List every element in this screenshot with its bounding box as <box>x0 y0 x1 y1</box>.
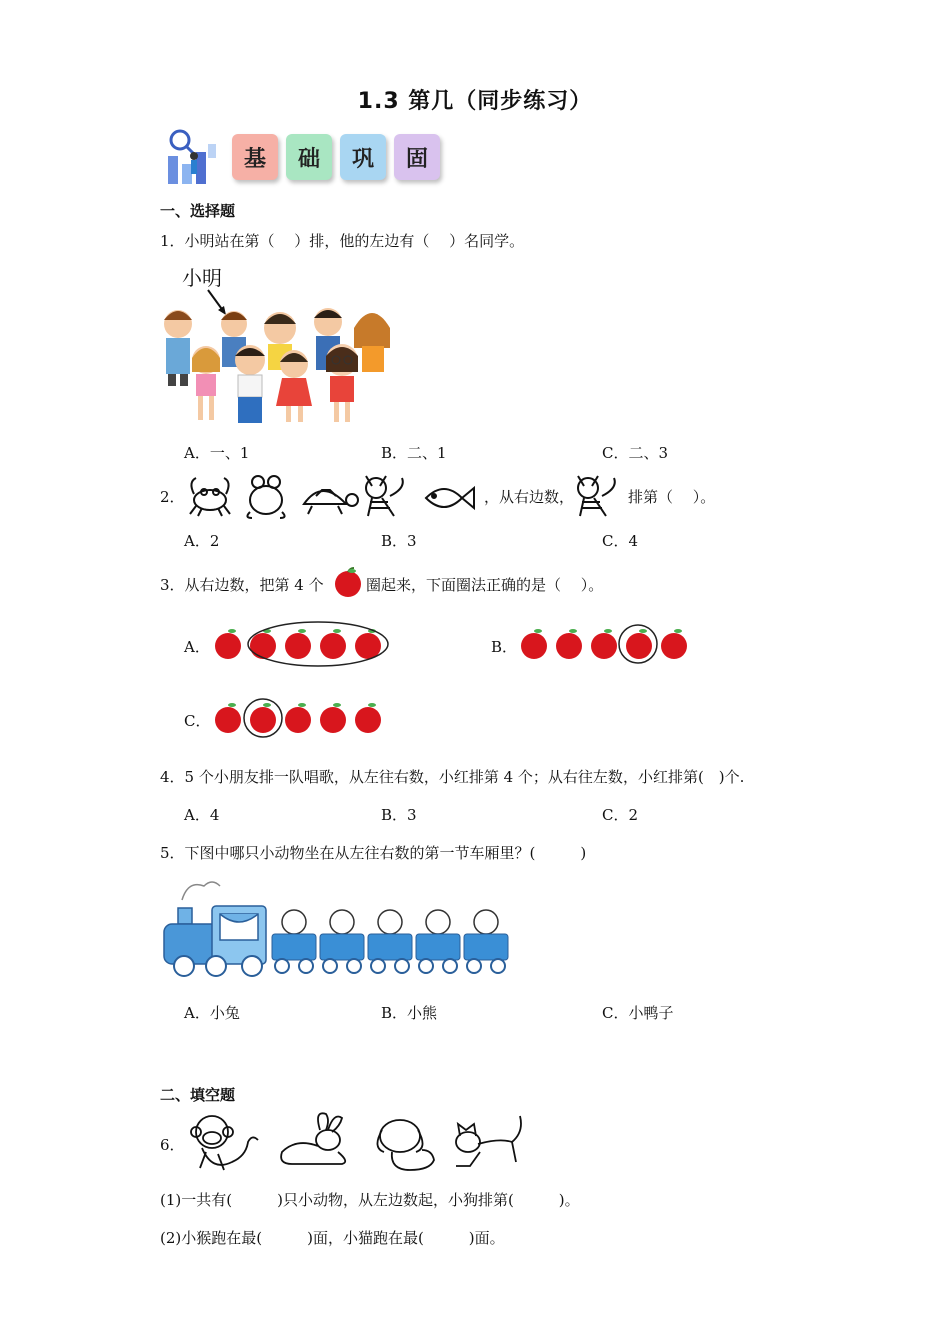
q3-option-c-apples <box>210 692 390 744</box>
apple-icon <box>285 703 311 733</box>
apple-icon <box>250 629 276 659</box>
frog-icon <box>247 476 284 518</box>
monkey-icon <box>191 1116 258 1170</box>
apple-icon <box>215 703 241 733</box>
q4-option-a[interactable]: A．4 <box>184 806 220 824</box>
question-6-number: 6． <box>160 1136 185 1154</box>
q5-option-c[interactable]: C．小鸭子 <box>602 1004 674 1022</box>
q5-option-a[interactable]: A．小兔 <box>184 1004 240 1022</box>
banner-char-3: 巩 <box>340 134 386 180</box>
section-heading-fill: 二、填空题 <box>160 1086 236 1104</box>
q2-option-a[interactable]: A．2 <box>184 532 220 550</box>
banner-char-4: 固 <box>394 134 440 180</box>
question-4-text: 4．5 个小朋友排一队唱歌，从左往右数，小红排第 4 个；从右往左数，小红排第( )个. <box>160 768 745 786</box>
dog-icon <box>377 1120 434 1170</box>
train-engine <box>164 882 266 964</box>
q5-option-b[interactable]: B．小熊 <box>381 1004 438 1022</box>
section-banner <box>158 126 448 190</box>
apple-icon <box>285 629 311 659</box>
train-car-bear <box>464 910 508 973</box>
q1-option-b[interactable]: B．二、1 <box>381 444 447 462</box>
fish-icon <box>426 488 474 508</box>
q2-option-b[interactable]: B．3 <box>381 532 417 550</box>
train-car-panda <box>368 910 412 973</box>
magnifier-chart-icon <box>158 126 222 190</box>
question-3-text-a: 3．从右边数，把第 4 个 <box>160 576 324 594</box>
question-2-number: 2． <box>160 488 185 506</box>
child-figure <box>164 310 192 386</box>
xiaoming-label: 小明 <box>182 266 222 290</box>
q2-target-cat-icon <box>570 472 626 522</box>
q3-option-b-label[interactable]: B． <box>491 638 518 656</box>
question-6-line-1: (1)一共有( )只小动物，从左边数起，小狗排第( )。 <box>160 1191 580 1209</box>
q2-animal-row <box>186 472 476 522</box>
question-6-line-2: (2)小猴跑在最( )面，小猫跑在最( )面。 <box>160 1229 505 1247</box>
q3-option-a-apples <box>210 618 390 670</box>
q3-option-c-label[interactable]: C． <box>184 712 211 730</box>
question-2-text-end: 排第（ ）。 <box>628 488 716 506</box>
q6-running-animals <box>184 1108 534 1176</box>
apple-icon <box>355 703 381 733</box>
banner-char-1: 基 <box>232 134 278 180</box>
apple-icon <box>250 703 276 733</box>
banner-char-2: 础 <box>286 134 332 180</box>
apple-icon <box>521 629 547 659</box>
crab-icon <box>190 478 230 516</box>
apple-icon <box>332 566 364 598</box>
apple-icon <box>355 629 381 659</box>
cat-icon <box>366 476 403 516</box>
children-group-illustration <box>158 284 398 430</box>
apple-icon <box>661 629 687 659</box>
section-heading-choice: 一、选择题 <box>160 202 236 220</box>
q2-option-c[interactable]: C．4 <box>602 532 639 550</box>
q4-option-c[interactable]: C．2 <box>602 806 639 824</box>
question-5-text: 5．下图中哪只小动物坐在从左往右数的第一节车厢里？( ) <box>160 844 587 862</box>
turtle-icon <box>304 490 358 514</box>
q3-option-b-apples <box>516 618 696 670</box>
question-1-text: 1．小明站在第（ ）排，他的左边有（ ）名同学。 <box>160 232 525 250</box>
apple-icon <box>591 629 617 659</box>
q1-option-a[interactable]: A．一、1 <box>184 444 250 462</box>
apple-icon <box>626 629 652 659</box>
train-car-rabbit <box>272 910 316 973</box>
q3-option-a-label[interactable]: A． <box>184 638 210 656</box>
rabbit-icon <box>281 1113 345 1164</box>
cat-run-icon <box>456 1116 521 1166</box>
apple-icon <box>215 629 241 659</box>
train-car-duck <box>320 910 364 973</box>
page-title: 1.3 第几（同步练习） <box>357 89 593 114</box>
animal-train-illustration <box>160 878 516 982</box>
question-3-text-b: 圈起来，下面圈法正确的是（ ）。 <box>366 576 604 594</box>
question-2-text-mid: ，从右边数， <box>484 488 575 506</box>
apple-icon <box>320 629 346 659</box>
apple-icon <box>556 629 582 659</box>
q1-option-c[interactable]: C．二、3 <box>602 444 669 462</box>
apple-icon <box>320 703 346 733</box>
train-car-monkey <box>416 910 460 973</box>
q4-option-b[interactable]: B．3 <box>381 806 417 824</box>
